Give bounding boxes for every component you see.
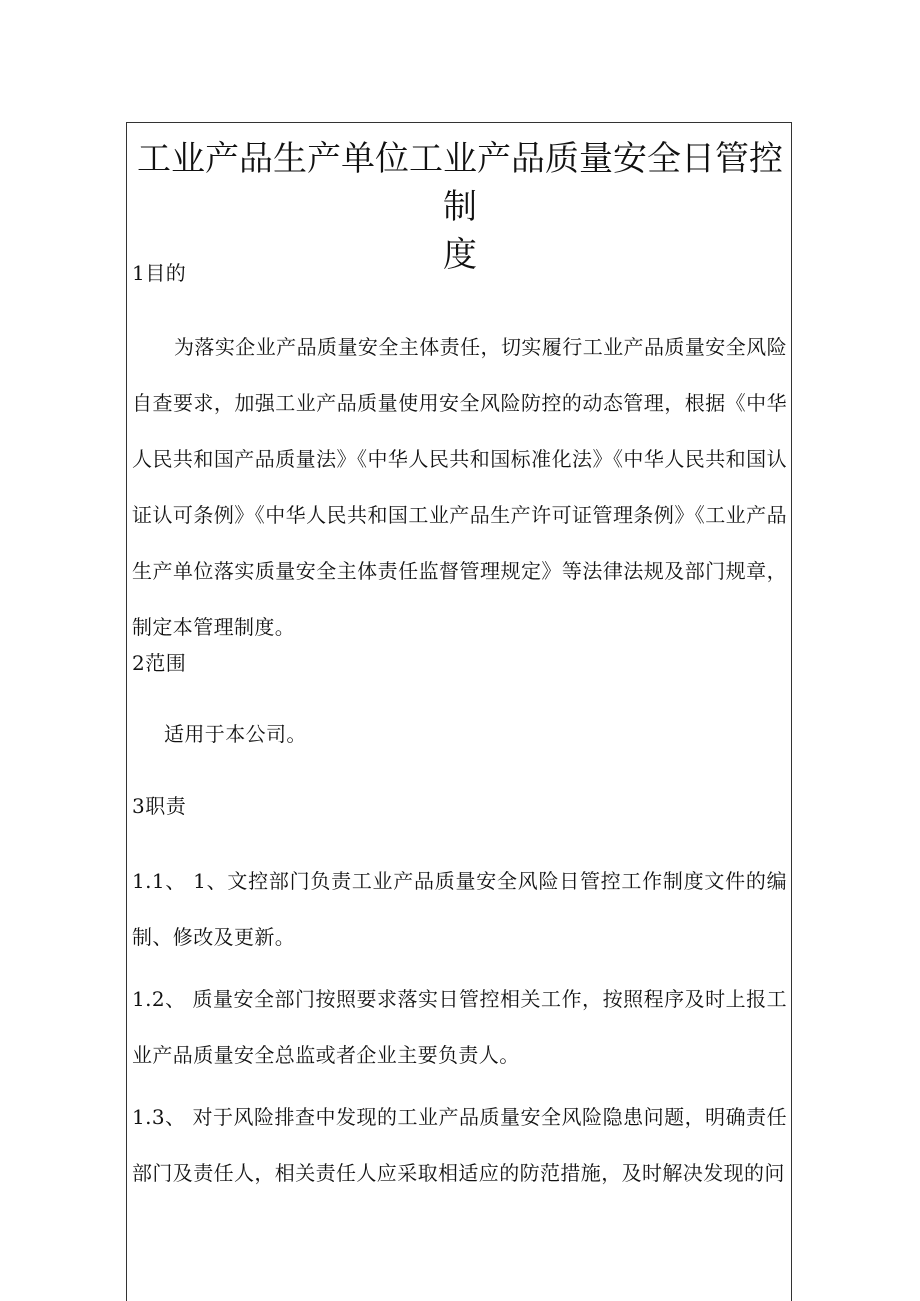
document-title-line-1: 工业产品生产单位工业产品质量安全日管控制 (137, 139, 783, 227)
list-item-responsibility-1-1: 1.1、 1、文控部门负责工业产品质量安全风险日管控工作制度文件的编制、修改及更新。 (132, 869, 787, 949)
document-title-line-2: 度 (443, 235, 477, 275)
section-heading-scope: 2范围 (132, 651, 187, 675)
section-heading-responsibilities: 3职责 (132, 794, 187, 818)
list-item-responsibility-1-2: 1.2、 质量安全部门按照要求落实日管控相关工作，按照程序及时上报工业产品质量安全总监或者企业主要负责人。 (132, 987, 787, 1067)
section-paragraph-scope: 适用于本公司。 (164, 722, 307, 746)
list-item-responsibility-1-3: 1.3、 对于风险排查中发现的工业产品质量安全风险隐患问题，明确责任部门及责任人，相关责任人应采取相适应的防范措施，及时解决发现的问 (132, 1105, 787, 1185)
section-heading-purpose: 1目的 (132, 261, 187, 285)
document-page (126, 122, 792, 1301)
section-paragraph-purpose: 为落实企业产品质量安全主体责任，切实履行工业产品质量安全风险自查要求，加强工业产品质量使用安全风险防控的动态管理，根据《中华人民共和国产品质量法》《中华人民共和国标准化法》《中华人民共和国认证认可条例》《中华人民共和国工业产品生产许可证管理条例》《工业产品生产单位落实质量安全主体责任监督管理规定》等法律法规及部门规章，制定本管理制度。 (132, 335, 787, 639)
